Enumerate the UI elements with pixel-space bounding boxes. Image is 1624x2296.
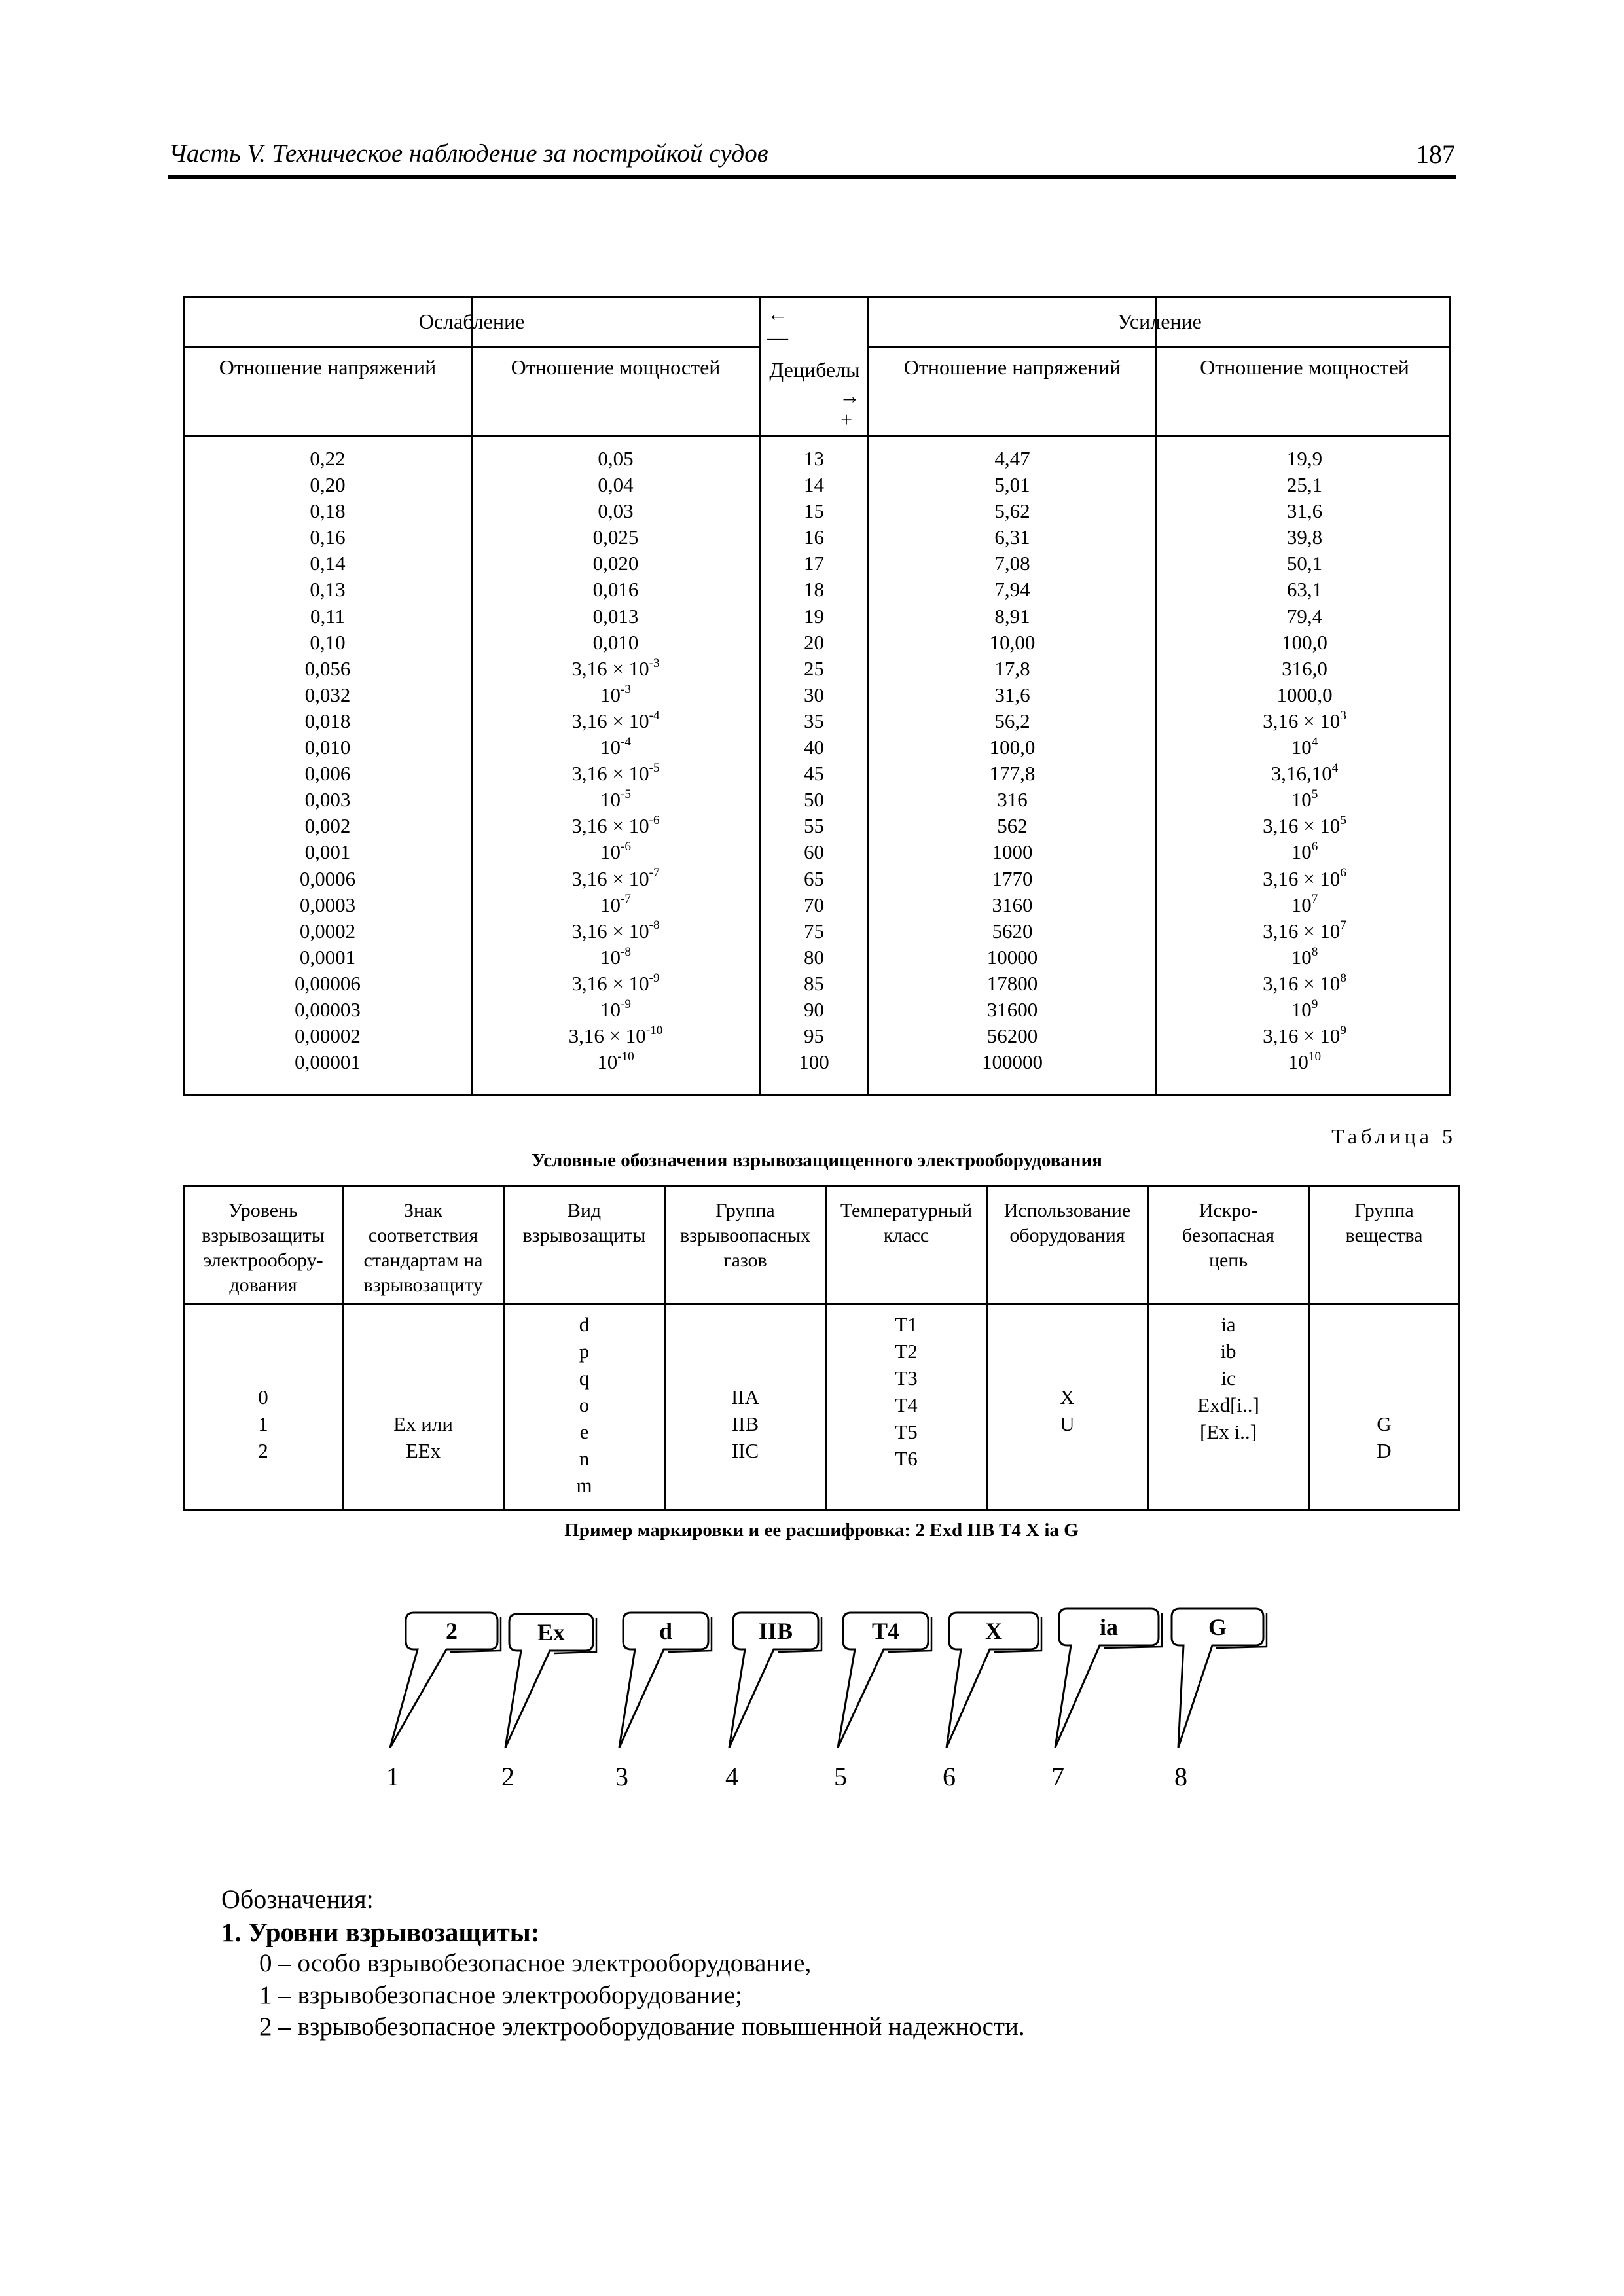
cell-value: p — [579, 1340, 590, 1363]
table-cell: 63,1 — [1286, 578, 1323, 601]
running-header-title: Часть V. Техническое наблюдение за постройкой судов — [169, 139, 768, 168]
marking-code: X — [985, 1618, 1002, 1644]
table-cell: $10^7$ — [1291, 892, 1318, 916]
table-cell: $3,16 \times 10^{-8}$ — [571, 918, 660, 942]
cell-value: Exd[i..] — [1197, 1393, 1259, 1416]
callout-number: 8 — [1174, 1762, 1187, 1791]
table-cell: 79,4 — [1286, 604, 1323, 628]
cell-value: m — [576, 1474, 592, 1497]
cell-value: T2 — [895, 1340, 918, 1363]
column-header: Группа вещества — [1345, 1200, 1423, 1246]
column-header: Искро- безопасная цепь — [1182, 1200, 1275, 1271]
table-cell: 100,0 — [1282, 630, 1327, 654]
callout-box — [1172, 1609, 1267, 1748]
table-cell: 56,2 — [994, 709, 1030, 732]
header-bottom-rule — [185, 1303, 1458, 1305]
callout-number: 2 — [501, 1762, 514, 1791]
cell-value: ia — [1221, 1313, 1236, 1336]
table-cell: 0,020 — [592, 552, 639, 575]
column-header: Уровень взрывозащиты электрообору- дования — [202, 1200, 325, 1296]
table-cell: 0,0003 — [299, 893, 356, 916]
arrow-left-icon: ← — [767, 302, 788, 325]
table-cell: $3,16 \times 10^{-5}$ — [571, 761, 660, 785]
table-cell: 35 — [804, 709, 824, 732]
table-cell: 0,10 — [310, 630, 346, 654]
callout-edge — [668, 1617, 712, 1652]
cell-value: X — [1060, 1386, 1075, 1408]
table-cell: $10^4$ — [1291, 734, 1318, 759]
level-item: 1 – взрывобезопасное электрооборудование; — [259, 1981, 742, 2009]
intrinsic-safety-cell — [1149, 1311, 1308, 1445]
callout-edge — [450, 1617, 501, 1652]
callout-number: 6 — [943, 1762, 956, 1791]
cell-value: T1 — [895, 1313, 918, 1336]
table-cell: 10,00 — [989, 630, 1036, 654]
table-cell: 10000 — [986, 945, 1038, 969]
header-divider — [867, 346, 1449, 348]
table-cell: $3,16 \times 10^3$ — [1263, 708, 1346, 732]
table-cell: 5,01 — [994, 473, 1030, 497]
header-divider — [185, 346, 759, 348]
header-attenuation: Ослабление — [418, 310, 525, 333]
column-header: Вид взрывозащиты — [522, 1200, 646, 1246]
table-cell: $3,16 \times 10^{-6}$ — [571, 814, 660, 838]
cell-value: T3 — [895, 1367, 918, 1390]
table-cell: 7,94 — [994, 578, 1030, 601]
table-cell: 0,13 — [310, 578, 346, 601]
table-cell: $10^6$ — [1291, 840, 1318, 864]
header-rule — [168, 175, 1456, 179]
decibel-column — [761, 446, 867, 1075]
callout-box — [1055, 1609, 1162, 1748]
table-label: Таблица 5 — [1331, 1124, 1456, 1148]
cell-value: 1 — [258, 1412, 268, 1435]
cell-value: IIB — [731, 1412, 759, 1435]
levels-title: 1. Уровни взрывозащиты: — [221, 1917, 540, 1947]
marking-diagram — [367, 1597, 1322, 1793]
callout-outline — [390, 1613, 497, 1748]
table-cell: 562 — [997, 814, 1028, 838]
table-cell: 85 — [804, 971, 824, 995]
marking-example: Пример маркировки и ее расшифровка: 2 Exd IIB T4 X ia G — [564, 1520, 1079, 1541]
table-cell: $10^{-7}$ — [600, 892, 631, 916]
table-cell: 0,03 — [598, 499, 634, 523]
table-cell: 0,016 — [592, 578, 639, 601]
table-cell: $10^{-5}$ — [600, 787, 631, 812]
table-cell: 0,22 — [310, 447, 346, 470]
table-cell: 1000 — [992, 840, 1033, 864]
table-cell: 0,003 — [304, 788, 351, 812]
table-cell: 90 — [804, 997, 824, 1021]
table-cell: 25 — [804, 656, 824, 680]
table-cell: 25,1 — [1286, 473, 1323, 497]
cell-value: d — [579, 1313, 590, 1336]
table-cell: 0,00001 — [295, 1050, 361, 1074]
table-cell: 70 — [804, 893, 824, 916]
table-cell: 60 — [804, 840, 824, 864]
table-cell: 3160 — [992, 893, 1033, 916]
level-item: 2 – взрывобезопасное электрооборудование повышенной надежности. — [259, 2013, 1025, 2041]
att-voltage-column — [185, 446, 471, 1075]
level-item: 0 – особо взрывобезопасное электрооборудование, — [259, 1949, 812, 1977]
table-cell: 0,056 — [304, 656, 351, 680]
levels-cell — [185, 1384, 342, 1464]
callout-box — [390, 1613, 501, 1748]
table-cell: 0,006 — [304, 762, 351, 785]
table-cell: $3,16 \times 10^5$ — [1263, 814, 1346, 838]
cell-value: D — [1377, 1439, 1392, 1462]
header-bottom-rule — [185, 435, 1449, 437]
table-cell: 39,8 — [1286, 526, 1323, 549]
temp-classes-cell — [827, 1311, 986, 1472]
table-cell: $3,16 \times 10^9$ — [1263, 1023, 1346, 1048]
cell-value: IIA — [731, 1386, 760, 1408]
marking-code: 2 — [446, 1618, 458, 1644]
cell-value: IIC — [731, 1439, 759, 1462]
table-cell: 0,010 — [304, 736, 351, 759]
cell-value: [Ex i..] — [1200, 1420, 1257, 1443]
header-gain-power: Отношение мощностей — [1200, 355, 1409, 379]
table-cell: 0,11 — [310, 604, 346, 628]
cell-value: ib — [1220, 1340, 1236, 1363]
table-cell: $10^{-4}$ — [600, 734, 631, 759]
marking-code: IIB — [758, 1618, 793, 1644]
cell-value: EEx — [405, 1439, 441, 1462]
table-cell: $3,16 \times 10^{-10}$ — [568, 1023, 663, 1048]
table-cell: 3,16,10$^4$ — [1271, 761, 1339, 785]
header-decibels: Децибелы — [769, 358, 860, 382]
callout-number: 3 — [615, 1762, 628, 1791]
callout-box — [838, 1613, 931, 1748]
table-cell: 45 — [804, 762, 824, 785]
gain-voltage-column — [869, 446, 1155, 1075]
table-cell: $10^9$ — [1291, 997, 1318, 1021]
header-gain: Усиление — [1117, 310, 1202, 333]
table-cell: 0,04 — [598, 473, 634, 497]
table-cell: $10^{-3}$ — [600, 682, 631, 706]
table-cell: 5,62 — [994, 499, 1030, 523]
table-cell: 0,16 — [310, 526, 346, 549]
table-cell: 100 — [799, 1050, 829, 1074]
table-cell: 0,013 — [592, 604, 639, 628]
cell-value: 2 — [258, 1439, 268, 1462]
table-cell: 13 — [804, 447, 824, 470]
plus-sign: + — [840, 408, 853, 431]
table-cell: 16 — [804, 526, 824, 549]
table-cell: 0,14 — [310, 552, 346, 575]
table-cell: $10^5$ — [1291, 787, 1318, 812]
callout-box — [505, 1614, 596, 1748]
table-cell: 177,8 — [989, 762, 1036, 785]
arrow-right-icon: → — [839, 384, 860, 408]
table-cell: 55 — [804, 814, 824, 838]
table-cell: 15 — [804, 499, 824, 523]
table-cell: 1000,0 — [1276, 683, 1333, 706]
table-cell: 100000 — [982, 1050, 1043, 1074]
cell-value: e — [579, 1420, 589, 1443]
table-cell: 30 — [804, 683, 824, 706]
table-cell: 0,018 — [304, 709, 351, 732]
cell-value: 0 — [258, 1386, 268, 1408]
callout-number: 1 — [386, 1762, 399, 1791]
table-cell: 0,00006 — [295, 971, 361, 995]
page-number: 187 — [1416, 139, 1455, 169]
dash-mark: — — [767, 325, 788, 349]
table-cell: 95 — [804, 1024, 824, 1048]
table-cell: 14 — [804, 473, 824, 497]
table-cell: 0,20 — [310, 473, 346, 497]
table-cell: 0,002 — [304, 814, 351, 838]
table-cell: $3,16 \times 10^8$ — [1263, 971, 1346, 995]
notes-heading: Обозначения: — [221, 1884, 374, 1914]
table-cell: $10^{-6}$ — [600, 840, 631, 864]
marking-code: T4 — [871, 1618, 900, 1644]
table-cell: 75 — [804, 919, 824, 942]
table-cell: $10^8$ — [1291, 944, 1318, 969]
table-cell: 50,1 — [1286, 552, 1323, 575]
marks-cell — [344, 1410, 503, 1464]
cell-value: T4 — [895, 1393, 918, 1416]
callout-number: 5 — [834, 1762, 847, 1791]
gain-power-column — [1157, 446, 1452, 1075]
table-cell: 40 — [804, 736, 824, 759]
callout-box — [619, 1613, 712, 1748]
table-cell: 0,0006 — [299, 867, 356, 890]
cell-value: T6 — [895, 1447, 918, 1470]
table-cell: 0,05 — [598, 447, 634, 470]
table-cell: 8,91 — [994, 604, 1030, 628]
column-header: Температурный класс — [840, 1200, 973, 1246]
cell-value: T5 — [895, 1420, 918, 1443]
callout-number: 4 — [725, 1762, 738, 1791]
column-header: Группа взрывоопасных газов — [679, 1200, 811, 1271]
table-cell: 65 — [804, 867, 824, 890]
table-cell: 80 — [804, 945, 824, 969]
table-cell: 31,6 — [994, 683, 1030, 706]
table-cell: $3,16 \times 10^6$ — [1263, 866, 1346, 890]
protection-types-cell — [505, 1311, 664, 1499]
table-cell: $3,16 \times 10^{-3}$ — [571, 656, 660, 680]
table-cell: $10^{-8}$ — [600, 944, 631, 969]
att-power-column — [473, 446, 759, 1075]
marking-code: d — [659, 1618, 673, 1644]
header-gain-voltage: Отношение напряжений — [903, 355, 1121, 379]
cell-value: Ex или — [393, 1412, 453, 1435]
decibel-table — [183, 296, 1451, 1096]
table-cell: 6,31 — [994, 526, 1030, 549]
table-cell: 100,0 — [989, 736, 1036, 759]
table-cell: 316,0 — [1282, 656, 1327, 680]
substance-group-cell — [1310, 1410, 1458, 1464]
cell-value: n — [579, 1447, 590, 1470]
table-cell: 0,032 — [304, 683, 351, 706]
cell-value: U — [1060, 1412, 1075, 1435]
table-cell: 17800 — [986, 971, 1038, 995]
table-cell: $3,16 \times 10^7$ — [1263, 918, 1346, 942]
table-cell: 1770 — [992, 867, 1033, 890]
table-cell: 7,08 — [994, 552, 1030, 575]
gas-groups-cell — [666, 1384, 825, 1464]
table-cell: 0,00002 — [295, 1024, 361, 1048]
table-cell: 19,9 — [1286, 447, 1323, 470]
header-att-voltage: Отношение напряжений — [219, 355, 437, 379]
callout-number: 7 — [1051, 1762, 1064, 1791]
marking-code: Ex — [537, 1619, 566, 1645]
table-cell: 18 — [804, 578, 824, 601]
table-cell: $10^{10}$ — [1288, 1049, 1322, 1074]
table-cell: 31,6 — [1286, 499, 1323, 523]
table-cell: 20 — [804, 630, 824, 654]
table-cell: 19 — [804, 604, 824, 628]
table-cell: 0,010 — [592, 630, 639, 654]
usage-cell — [988, 1384, 1147, 1437]
table-cell: 50 — [804, 788, 824, 812]
table-cell: 5620 — [992, 919, 1033, 942]
cell-value: ic — [1221, 1367, 1236, 1390]
callout-box — [729, 1613, 821, 1748]
column-header: Знак соответствия стандартам на взрывозащиту — [363, 1200, 483, 1296]
explosion-protection-table — [183, 1185, 1460, 1511]
table-cell: 0,0001 — [299, 945, 356, 969]
table-cell: 4,47 — [994, 447, 1030, 470]
table-cell: $3,16 \times 10^{-4}$ — [571, 708, 660, 732]
cell-value: G — [1377, 1412, 1392, 1435]
table-cell: $3,16 \times 10^{-9}$ — [571, 971, 660, 995]
table-cell: 0,18 — [310, 499, 346, 523]
table-cell: 316 — [997, 788, 1028, 812]
table-cell: 0,00003 — [295, 997, 361, 1021]
table-cell: 0,0002 — [299, 919, 356, 942]
callout-box — [947, 1613, 1041, 1748]
table-cell: 31600 — [986, 997, 1038, 1021]
table-cell: 17,8 — [994, 656, 1030, 680]
marking-code: G — [1208, 1614, 1227, 1640]
cell-value: q — [579, 1367, 590, 1390]
table-title: Условные обозначения взрывозащищенного электрооборудования — [532, 1150, 1102, 1171]
table-cell: 0,001 — [304, 840, 351, 864]
header-att-power: Отношение мощностей — [511, 355, 721, 379]
table-cell: $10^{-10}$ — [597, 1049, 634, 1074]
column-header: Использование оборудования — [1003, 1200, 1131, 1246]
table-cell: $10^{-9}$ — [600, 997, 631, 1021]
cell-value: o — [579, 1393, 590, 1416]
table-cell: 56200 — [986, 1024, 1038, 1048]
table-cell: $3,16 \times 10^{-7}$ — [571, 866, 660, 890]
table-cell: 0,025 — [592, 526, 639, 549]
table-cell: 17 — [804, 552, 824, 575]
marking-code: ia — [1099, 1614, 1119, 1640]
